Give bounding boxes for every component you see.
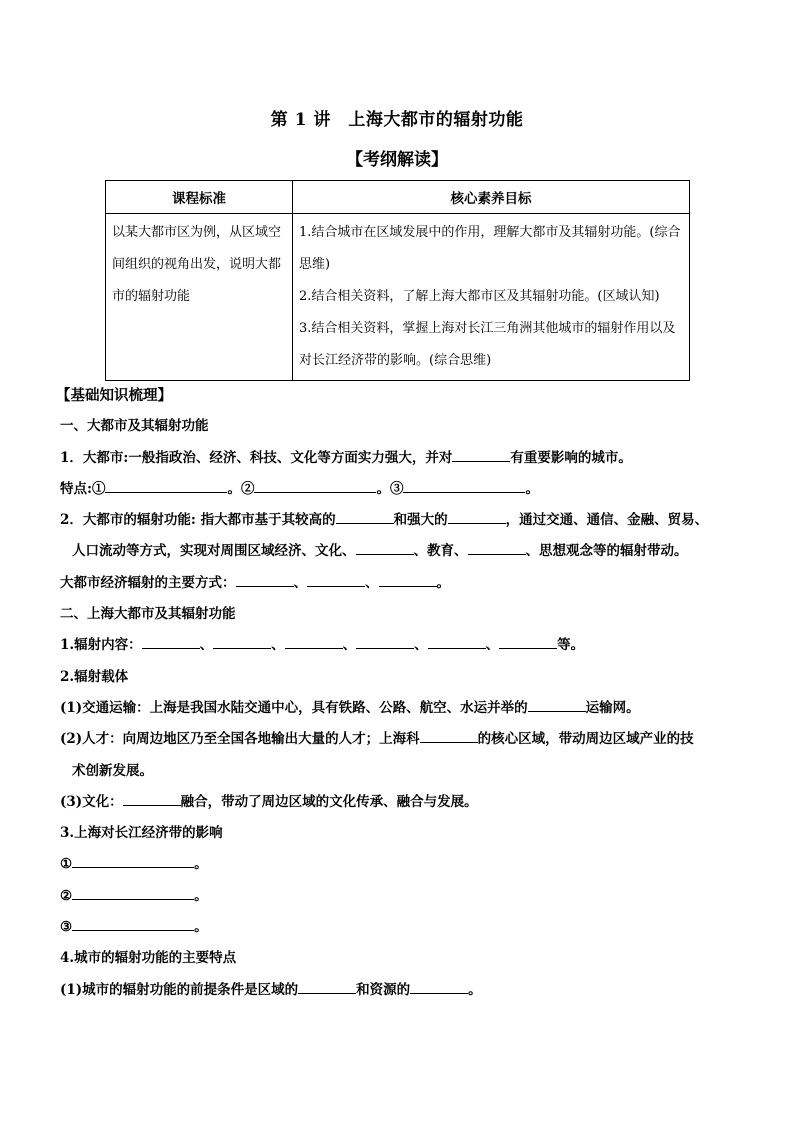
methods-line: 大都市经济辐射的主要方式： 、 、 。 — [60, 568, 740, 599]
fill-blank[interactable] — [468, 540, 526, 555]
fill-blank[interactable] — [420, 728, 478, 743]
goal-item: 2.结合相关资料，了解上海大都市区及其辐射功能。(区域认知) — [299, 289, 660, 304]
table-cell-goals — [293, 214, 690, 381]
outline-header: 【考纲解读】 — [346, 150, 448, 170]
features-heading: 4.城市的辐射功能的主要特点 — [60, 950, 237, 967]
fill-blank[interactable] — [356, 634, 414, 649]
item2-line: 2．大都市的辐射功能: 指大都市基于其较高的 和强大的 ，通过交通、通信、金融、贸易、 — [60, 505, 740, 536]
table-cell-standard: 以某大都市区为例，从区域空间组织的视角出发，说明大都市的辐射功能 — [106, 214, 293, 381]
fill-blank[interactable] — [236, 572, 294, 587]
fill-blank[interactable] — [428, 634, 486, 649]
fill-blank[interactable] — [72, 853, 194, 868]
fill-blank[interactable] — [403, 478, 525, 493]
fill-blank[interactable] — [356, 540, 414, 555]
yangtze-item-1: ① 。 — [60, 849, 740, 880]
fill-blank[interactable] — [298, 979, 356, 994]
table-header-standard: 课程标准 — [106, 181, 293, 214]
fill-blank[interactable] — [105, 478, 227, 493]
page-title: 第 1 讲 上海大都市的辐射功能 — [270, 110, 524, 130]
yangtze-heading: 3.上海对长江经济带的影响 — [60, 825, 223, 842]
talent-line: (2)人才：向周边地区乃至全国各地输出大量的人才；上海科 的核心区域，带动周边区域产业的技 — [60, 724, 740, 755]
knowledge-header: 【基础知识梳理】 — [56, 387, 172, 404]
fill-blank[interactable] — [336, 509, 394, 524]
fill-blank[interactable] — [410, 979, 468, 994]
item1-line: 1．大都市:一般指政治、经济、科技、文化等方面实力强大，并对 有重要影响的城市。 — [60, 443, 740, 474]
content — [56, 380, 740, 1006]
section1-heading: 一、大都市及其辐射功能 — [60, 418, 209, 435]
fill-blank[interactable] — [142, 634, 200, 649]
fill-blank[interactable] — [499, 634, 557, 649]
transport-line: (1)交通运输：上海是我国水陆交通中心，具有铁路、公路、航空、水运并举的 运输网。 — [60, 693, 740, 724]
carrier-heading: 2.辐射载体 — [60, 668, 129, 685]
culture-line: (3)文化： 融合，带动了周边区域的文化传承、融合与发展。 — [60, 787, 740, 818]
talent-line-cont: 术创新发展。 — [72, 762, 153, 779]
yangtze-item-2: ② 。 — [60, 881, 740, 912]
yangtze-item-3: ③ 。 — [60, 912, 740, 943]
section2-heading: 二、上海大都市及其辐射功能 — [60, 606, 236, 623]
fill-blank[interactable] — [528, 697, 586, 712]
premise-line: (1)城市的辐射功能的前提条件是区域的 和资源的 。 — [60, 975, 740, 1006]
outline-table — [105, 180, 690, 381]
fill-blank[interactable] — [123, 791, 181, 806]
fill-blank[interactable] — [285, 634, 343, 649]
fill-blank[interactable] — [72, 916, 194, 931]
fill-blank[interactable] — [452, 447, 510, 462]
fill-blank[interactable] — [72, 885, 194, 900]
goal-item: 3.结合相关资料，掌握上海对长江三角洲其他城市的辐射作用以及对长江经济带的影响。(综合思维) — [299, 321, 676, 368]
fill-blank[interactable] — [213, 634, 271, 649]
fill-blank[interactable] — [448, 509, 506, 524]
radiation-content-line: 1.辐射内容： 、 、 、 、 、 等。 — [60, 630, 740, 661]
item2-line-cont: 人口流动等方式，实现对周围区域经济、文化、 、教育、 、思想观念等的辐射带动。 — [60, 536, 740, 567]
fill-blank[interactable] — [307, 572, 365, 587]
table-header-goals: 核心素养目标 — [293, 181, 690, 214]
fill-blank[interactable] — [379, 572, 437, 587]
goal-item: 1.结合城市在区域发展中的作用，理解大都市及其辐射功能。(综合思维) — [299, 225, 681, 272]
fill-blank[interactable] — [254, 478, 376, 493]
features-line: 特点:① 。② 。③ 。 — [60, 474, 740, 505]
